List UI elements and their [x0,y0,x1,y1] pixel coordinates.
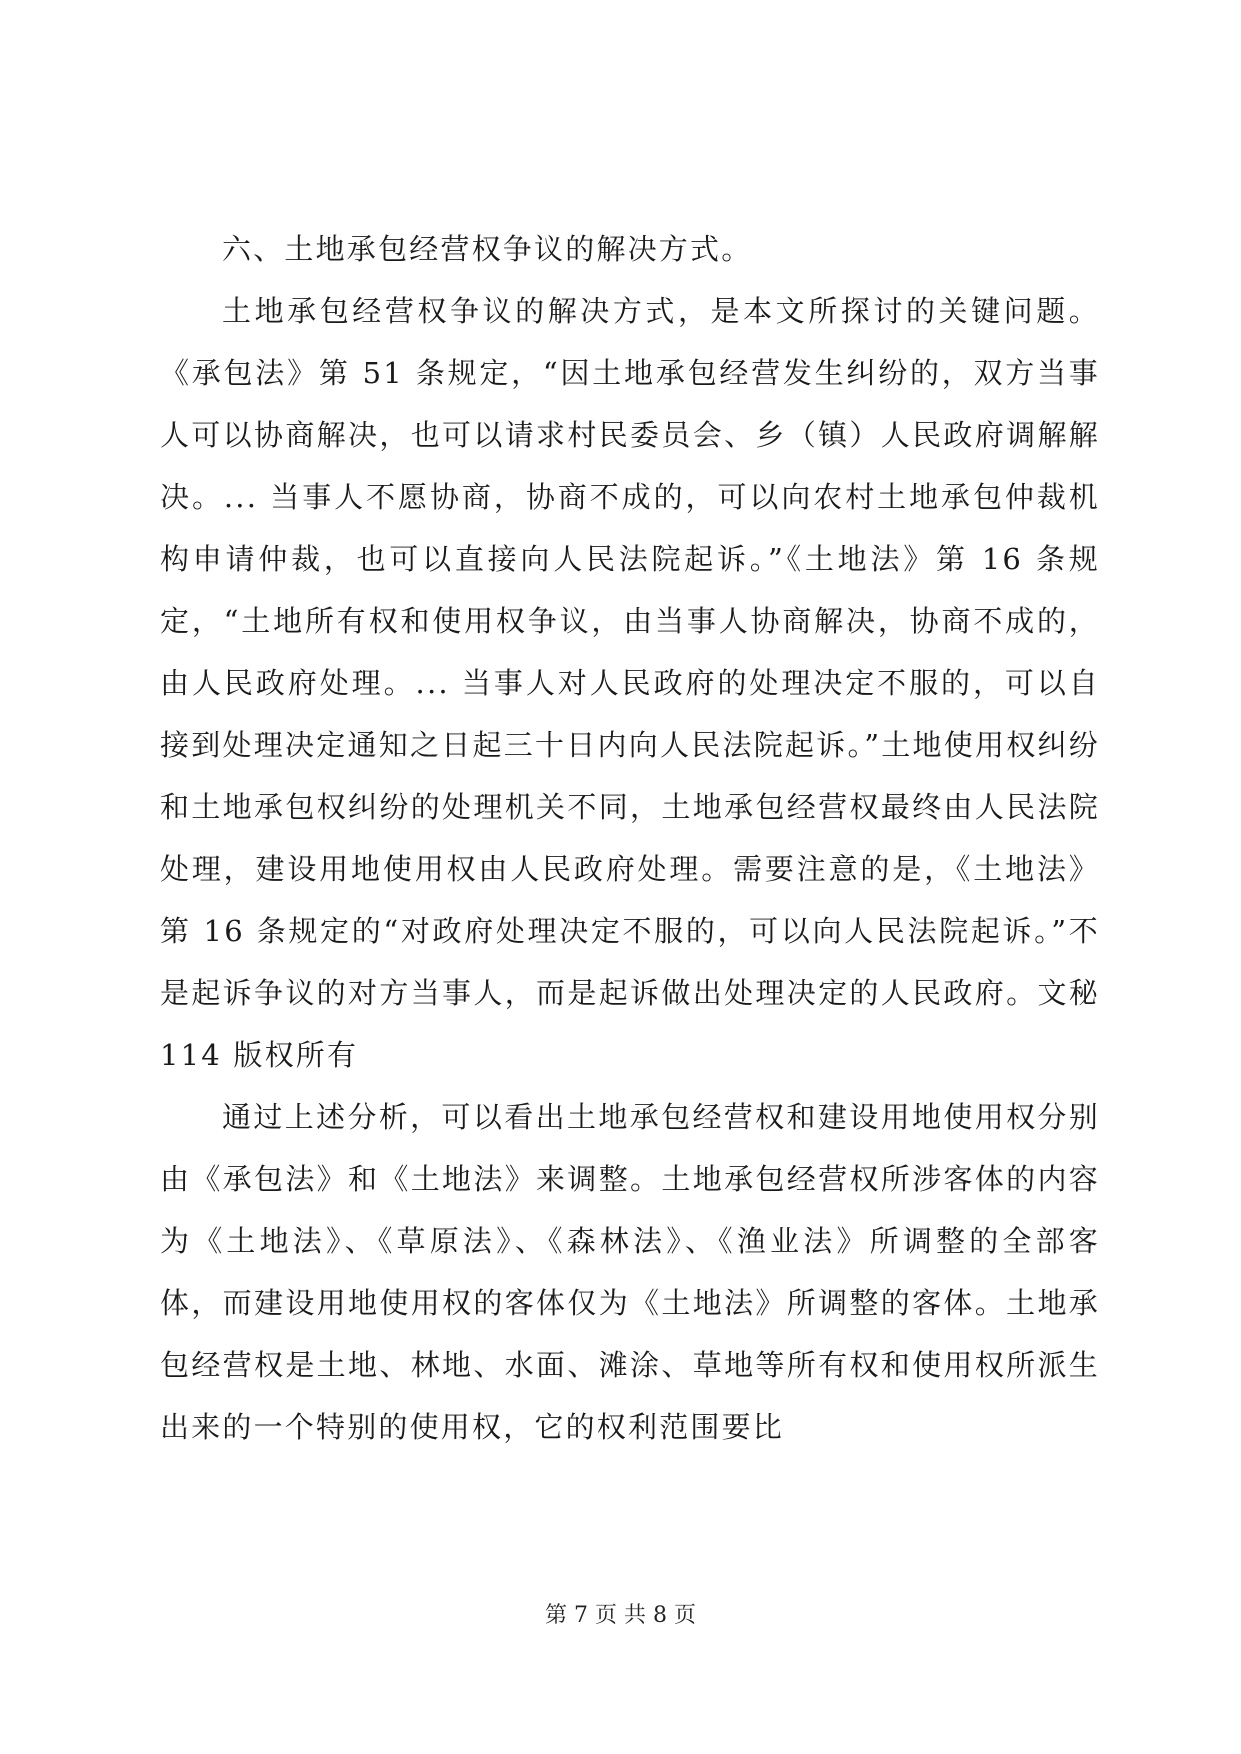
paragraph-2: 通过上述分析，可以看出土地承包经营权和建设用地使用权分别由《承包法》和《土地法》来调整。土地承包经营权所涉客体的内容为《土地法》、《草原法》、《森林法》、《渔业法》所调整的全部客体，而建设用地使用权的客体仅为《土地法》所调整的客体。土地承包经营权是土地、林地、水面、滩涂、草地等所有权和使用权所派生出来的一个特别的使用权，它的权利范围要比 [160,1100,1100,1444]
page-footer: 第 7 页 共 8 页 [545,1603,696,1628]
section-heading: 六、土地承包经营权争议的解决方式。 [222,232,753,266]
document-body [160,218,1100,1458]
paragraph-1: 土地承包经营权争议的解决方式，是本文所探讨的关键问题。《承包法》第 51 条规定，“因土地承包经营发生纠纷的，双方当事人可以协商解决，也可以请求村民委员会、乡（镇）人民政府调解解决。... 当事人不愿协商，协商不成的，可以向农村土地承包仲裁机构申请仲裁，也可以直接向人民法院起诉。”《土地法》第 16 条规定，“土地所有权和使用权争议，由当事人协商解决，协商不成的，由人民政府处理。... 当事人对人民政府的处理决定不服的，可以自接到处理决定通知之日起三十日内向人民法院起诉。”土地使用权纠纷和土地承包权纠纷的处理机关不同，土地承包经营权最终由人民法院处理，建设用地使用权由人民政府处理。需要注意的是，《土地法》第 16 条规定的“对政府处理决定不服的，可以向人民法院起诉。”不是起诉争议的对方当事人，而是起诉做出处理决定的人民政府。文秘 114 版权所有 [160,294,1100,1072]
